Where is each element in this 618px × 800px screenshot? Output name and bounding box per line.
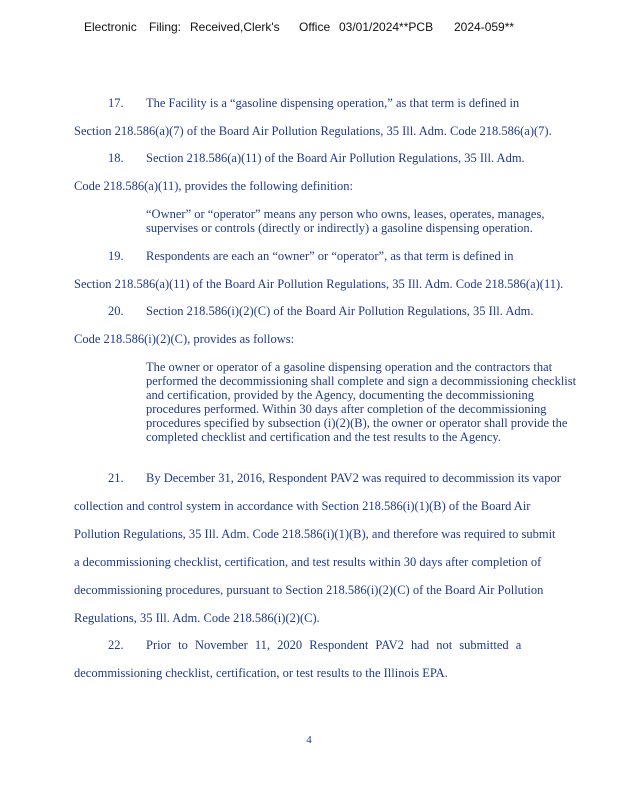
paragraph-21-line-6: Regulations, 35 Ill. Adm. Code 218.586(i)(2)(C). (74, 611, 320, 625)
header-electronic: Electronic (84, 20, 137, 34)
paragraph-21-line-2: collection and control system in accordance with Section 218.586(i)(1)(B) of the Board Air (74, 499, 531, 513)
paragraph-18-line-2: Code 218.586(a)(11), provides the following definition: (74, 179, 353, 193)
paragraph-number-18: 18. (108, 151, 124, 165)
paragraph-18-line-1: Section 218.586(a)(11) of the Board Air Pollution Regulations, 35 Ill. Adm. (146, 151, 525, 165)
header-office: Office (299, 20, 331, 34)
paragraph-number-19: 19. (108, 249, 124, 263)
header-date: 03/01/2024**PCB (339, 20, 434, 34)
paragraph-20-quote: The owner or operator of a gasoline dispensing operation and the contractors that performed the decommissioning shall complete and sign a decommissioning checklist and certification, provided by the Agency, documenting the decommissioning procedures performed. Within 30 days after completion of the decommissioning procedures specified by subsection (i)(2)(B), the owner or operator shall provide the completed checklist and certification and the test results to the Agency. (146, 360, 577, 444)
paragraph-19-line-1: Respondents are each an “owner” or “operator”, as that term is defined in (146, 249, 514, 263)
paragraph-number-17: 17. (108, 96, 124, 110)
header-received: Received,Clerk's (190, 20, 280, 34)
paragraph-20-line-1: Section 218.586(i)(2)(C) of the Board Air Pollution Regulations, 35 Ill. Adm. (146, 304, 534, 318)
paragraph-17-line-1: The Facility is a “gasoline dispensing operation,” as that term is defined in (146, 96, 520, 110)
header-filing: Filing: (149, 20, 182, 34)
paragraph-number-21: 21. (108, 471, 124, 485)
paragraph-22-line-1: Prior to November 11, 2020 Respondent PAV2 had not submitted a (146, 638, 522, 652)
paragraph-20-line-2: Code 218.586(i)(2)(C), provides as follows: (74, 332, 295, 346)
paragraph-21-line-4: a decommissioning checklist, certification, and test results within 30 days after completion of (74, 555, 542, 569)
paragraph-22-line-2: decommissioning checklist, certification, or test results to the Illinois EPA. (74, 666, 448, 680)
paragraph-19-line-2: Section 218.586(a)(11) of the Board Air Pollution Regulations, 35 Ill. Adm. Code 218.586(a)(11). (74, 277, 564, 291)
paragraph-21-line-1: By December 31, 2016, Respondent PAV2 was required to decommission its vapor (146, 471, 561, 485)
paragraph-18-quote: “Owner” or “operator” means any person who owns, leases, operates, manages, supervises or controls (directly or indirectly) a gasoline dispensing operation. (146, 207, 545, 235)
page-number: 4 (306, 734, 312, 746)
paragraph-number-20: 20. (108, 304, 124, 318)
paragraph-17-line-2: Section 218.586(a)(7) of the Board Air Pollution Regulations, 35 Ill. Adm. Code 218.586(a)(7). (74, 124, 552, 138)
filing-stamp-header (84, 20, 598, 36)
header-case-number: 2024-059** (454, 20, 515, 34)
paragraph-number-22: 22. (108, 638, 124, 652)
paragraph-21-line-5: decommissioning procedures, pursuant to Section 218.586(i)(2)(C) of the Board Air Pollution (74, 583, 544, 597)
paragraph-21-line-3: Pollution Regulations, 35 Ill. Adm. Code 218.586(i)(1)(B), and therefore was required to submit (74, 527, 556, 541)
